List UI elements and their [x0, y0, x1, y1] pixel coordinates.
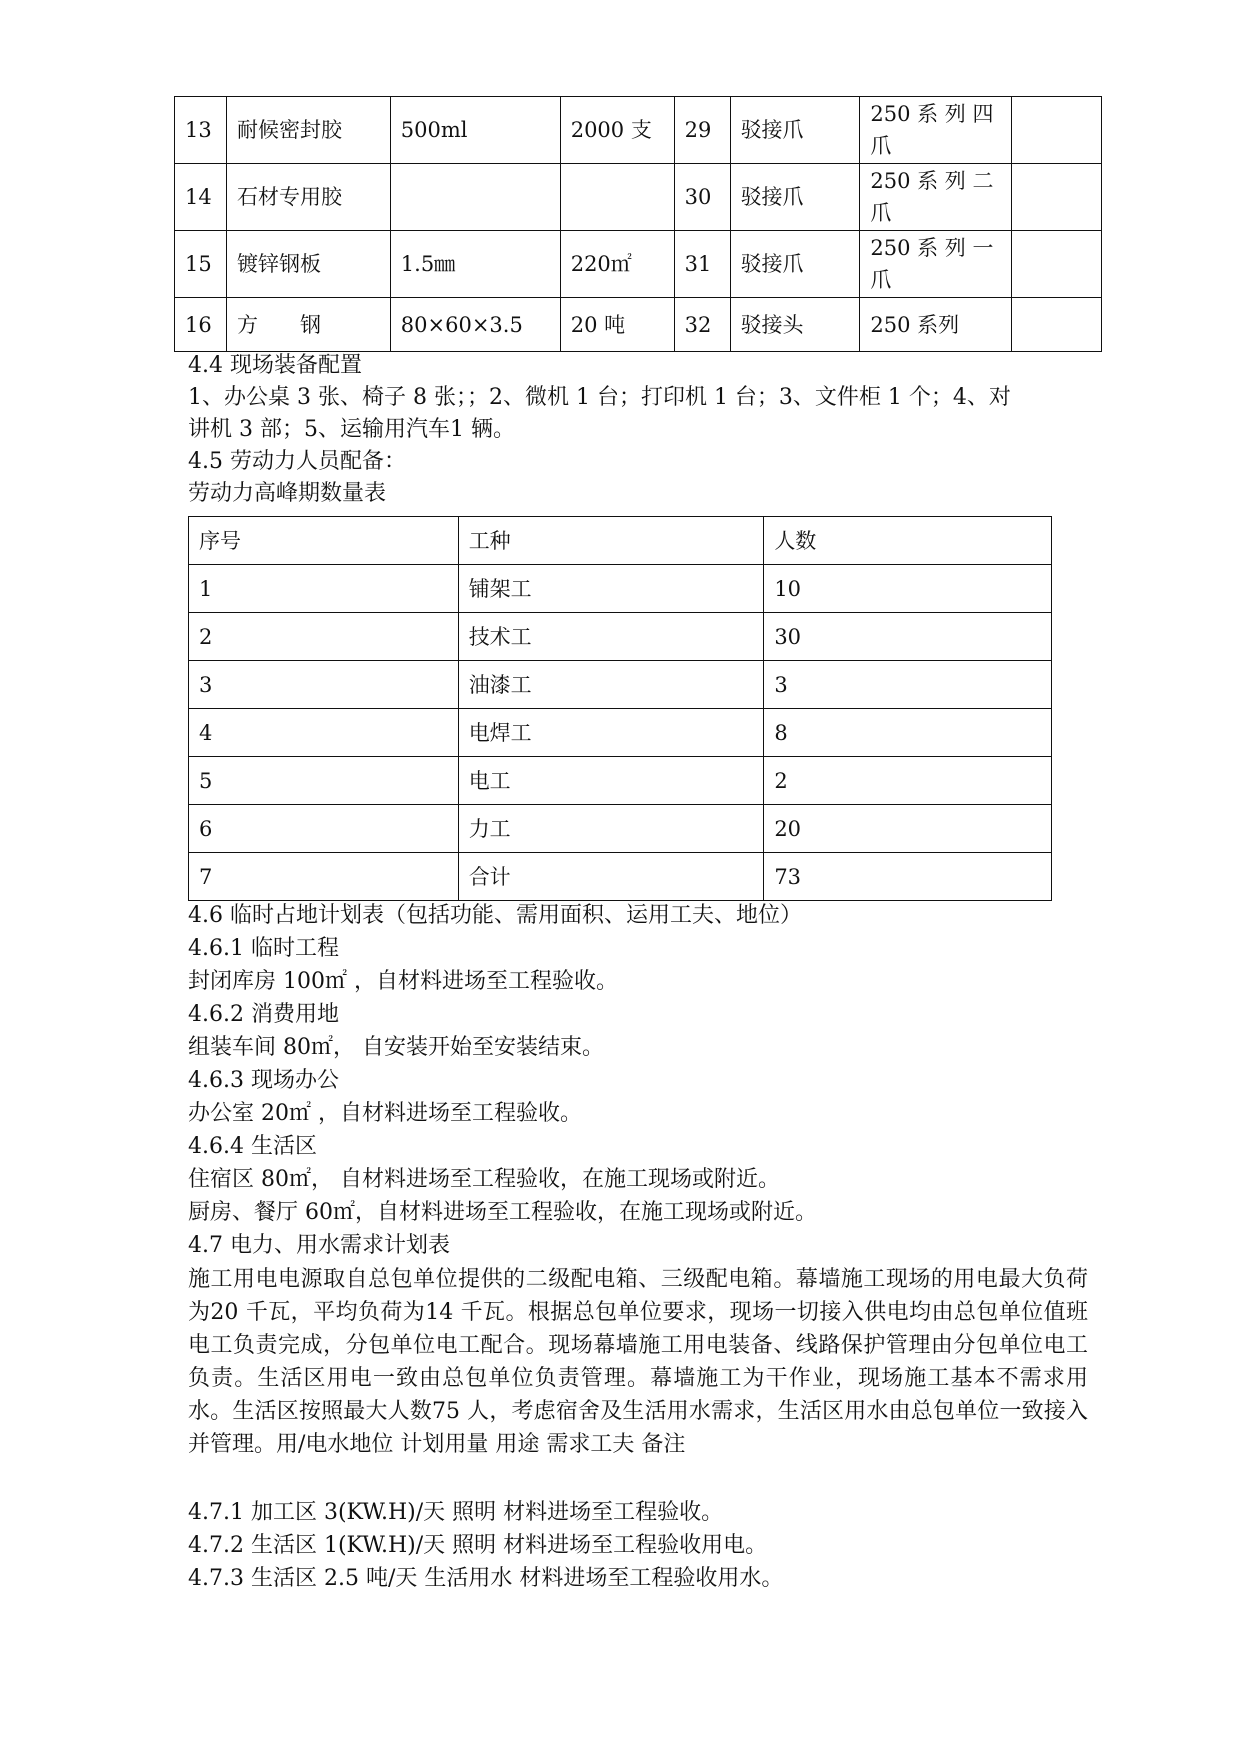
cell-no: 29 — [674, 97, 730, 164]
cell-no: 1 — [189, 565, 459, 613]
subsection-heading: 4.6.1 临时工程 — [188, 936, 339, 961]
cell-qty — [1012, 97, 1102, 164]
section-heading: 4.4 现场装备配置 — [188, 353, 362, 378]
cell-name: 驳接爪 — [730, 97, 860, 164]
cell-name: 驳接头 — [730, 298, 860, 352]
materials-table — [174, 96, 1102, 352]
cell-no: 2 — [189, 613, 459, 661]
cell-no: 14 — [175, 164, 227, 231]
cell-qty: 220㎡ — [560, 231, 674, 298]
cell-qty — [1012, 231, 1102, 298]
cell-qty — [560, 164, 674, 231]
table-row — [189, 565, 1052, 613]
cell-no: 15 — [175, 231, 227, 298]
cell-qty — [1012, 298, 1102, 352]
body-text: 封闭库房 100㎡ ，自材料进场至工程验收。 — [188, 969, 618, 994]
cell-no: 31 — [674, 231, 730, 298]
table-row — [175, 231, 1102, 298]
table-row — [175, 164, 1102, 231]
subsection-heading: 4.6.3 现场办公 — [188, 1068, 339, 1093]
cell-no: 3 — [189, 661, 459, 709]
cell-no: 30 — [674, 164, 730, 231]
section-heading: 4.7 电力、用水需求计划表 — [188, 1233, 450, 1258]
cell-qty: 2000 支 — [560, 97, 674, 164]
cell-count: 3 — [764, 661, 1052, 709]
cell-count: 73 — [764, 853, 1052, 901]
cell-spec: 80×60×3.5 — [390, 298, 560, 352]
cell-spec: 250 系列 — [860, 298, 1012, 352]
body-text: 1、办公桌 3 张、椅子 8 张；；2、微机 1 台；打印机 1 台；3、文件柜 1 个；4、对 — [188, 385, 1011, 410]
table-row — [189, 757, 1052, 805]
table-header-row — [189, 517, 1052, 565]
cell-no: 7 — [189, 853, 459, 901]
table-row — [189, 661, 1052, 709]
cell-no: 6 — [189, 805, 459, 853]
cell-name: 方 钢 — [226, 298, 390, 352]
cell-spec — [390, 164, 560, 231]
cell-qty — [1012, 164, 1102, 231]
cell-count: 8 — [764, 709, 1052, 757]
table-title: 劳动力高峰期数量表 — [188, 481, 387, 506]
cell-count: 20 — [764, 805, 1052, 853]
cell-no: 4 — [189, 709, 459, 757]
body-text: 住宿区 80㎡， 自材料进场至工程验收，在施工现场或附近。 — [188, 1167, 780, 1192]
table-row — [189, 853, 1052, 901]
cell-spec: 250 系 列 一 爪 — [860, 231, 1012, 298]
cell-no: 16 — [175, 298, 227, 352]
header-cell: 人数 — [764, 517, 1052, 565]
cell-trade: 电工 — [458, 757, 764, 805]
body-paragraph: 施工用电电源取自总包单位提供的二级配电箱、三级配电箱。幕墙施工现场的用电最大负荷为20 千瓦，平均负荷为14 千瓦。根据总包单位要求，现场一切接入供电均由总包单位值班电工负责完成，分包单位电工配合。现场幕墙施工用电装备、线路保护管理由分包单位电工负责。生活区用电一致由总包单位负责管理。幕墙施工为干作业，现场施工基本不需求用水。生活区按照最大人数75 人，考虑宿舍及生活用水需求，生活区用水由总包单位一致接入并管理。用/电水地位 计划用量 用途 需求工夫 备注 — [188, 1267, 1088, 1457]
body-text: 组装车间 80㎡， 自安装开始至安装结束。 — [188, 1035, 604, 1060]
cell-trade: 合计 — [458, 853, 764, 901]
header-cell: 工种 — [458, 517, 764, 565]
table-row — [189, 709, 1052, 757]
body-text: 厨房、餐厅 60㎡，自材料进场至工程验收，在施工现场或附近。 — [188, 1200, 817, 1225]
cell-name: 镀锌钢板 — [226, 231, 390, 298]
table-row — [175, 298, 1102, 352]
cell-no: 13 — [175, 97, 227, 164]
list-item: 4.7.3 生活区 2.5 吨/天 生活用水 材料进场至工程验收用水。 — [188, 1566, 784, 1591]
table-row — [189, 805, 1052, 853]
cell-count: 30 — [764, 613, 1052, 661]
cell-trade: 技术工 — [458, 613, 764, 661]
list-item: 4.7.2 生活区 1(KW.H)/天 照明 材料进场至工程验收用电。 — [188, 1533, 768, 1558]
cell-name: 石材专用胶 — [226, 164, 390, 231]
cell-no: 32 — [674, 298, 730, 352]
section-heading: 4.6 临时占地计划表（包括功能、需用面积、运用工夫、地位） — [188, 903, 802, 928]
cell-count: 10 — [764, 565, 1052, 613]
body-text: 讲机 3 部；5、运输用汽车1 辆。 — [188, 417, 515, 442]
cell-trade: 铺架工 — [458, 565, 764, 613]
body-text: 办公室 20㎡ ，自材料进场至工程验收。 — [188, 1101, 582, 1126]
table-row — [189, 613, 1052, 661]
cell-spec: 250 系 列 二 爪 — [860, 164, 1012, 231]
header-cell: 序号 — [189, 517, 459, 565]
cell-name: 耐候密封胶 — [226, 97, 390, 164]
subsection-heading: 4.6.4 生活区 — [188, 1134, 317, 1159]
cell-name: 驳接爪 — [730, 231, 860, 298]
cell-spec: 250 系 列 四 爪 — [860, 97, 1012, 164]
cell-trade: 油漆工 — [458, 661, 764, 709]
subsection-heading: 4.6.2 消费用地 — [188, 1002, 339, 1027]
cell-no: 5 — [189, 757, 459, 805]
cell-name: 驳接爪 — [730, 164, 860, 231]
table-row — [175, 97, 1102, 164]
cell-spec: 500ml — [390, 97, 560, 164]
section-heading: 4.5 劳动力人员配备： — [188, 449, 406, 474]
labor-table — [188, 516, 1052, 901]
cell-qty: 20 吨 — [560, 298, 674, 352]
cell-spec: 1.5㎜ — [390, 231, 560, 298]
cell-trade: 力工 — [458, 805, 764, 853]
list-item: 4.7.1 加工区 3(KW.H)/天 照明 材料进场至工程验收。 — [188, 1500, 724, 1525]
cell-trade: 电焊工 — [458, 709, 764, 757]
cell-count: 2 — [764, 757, 1052, 805]
